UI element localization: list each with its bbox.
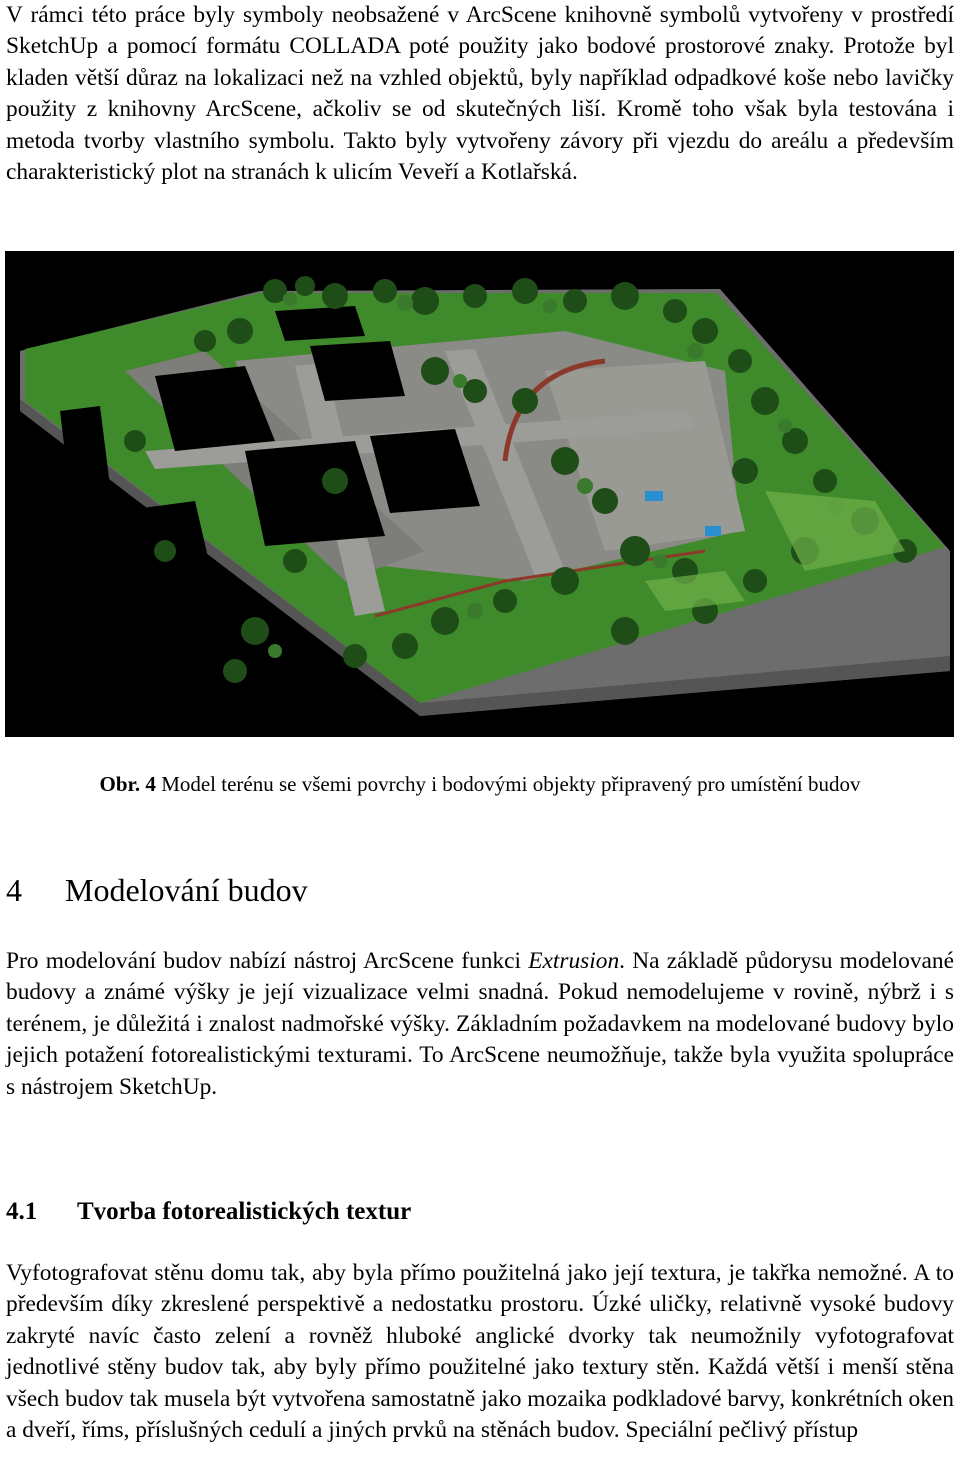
section-title: Modelování budov	[65, 872, 308, 908]
subsection-number: 4.1	[6, 1198, 38, 1225]
section-heading	[6, 870, 308, 910]
section-paragraph-part1: Pro modelování budov nabízí nástroj ArcScene funkci	[6, 948, 529, 974]
subsection-heading	[6, 1196, 411, 1228]
intro-paragraph: V rámci této práce byly symboly neobsažené v ArcScene knihovně symbolů vytvořeny v prostředí SketchUp a pomocí formátu COLLADA poté použity jako bodové prostorové znaky. Protože byl kladen větší důraz na lokalizaci než na vzhled objektů, byly například odpadkové koše nebo lavičky použity z knihovny ArcScene, ačkoliv se od skutečných liší. Kromě toho však byla testována i metoda tvorby vlastního symbolu. Takto byly vytvořeny závory při vjezdu do areálu a především charakteristický plot na stranách k ulicím Veveří a Kotlařská.	[6, 2, 954, 186]
extrusion-term: Extrusion	[528, 948, 620, 974]
terrain-model-figure	[5, 251, 954, 737]
section-number: 4	[6, 872, 22, 908]
subsection-paragraph: Vyfotografovat stěnu domu tak, aby byla přímo použitelná jako její textura, je takřka nemožné. A to především díky zkreslené perspektivě a nedostatku prostoru. Úzké uličky, relativně vysoké budovy zakryté navíc často zelení a rovněž hluboké anglické dvorky tak neumožnily vyfotografovat jednotlivé stěny budov tak, aby byly přímo použitelné jako textury stěn. Každá větší i menší stěna všech budov tak musela být vytvořena samostatně jako mozaika podkladové barvy, konkrétních oken a dveří, říms, příslušných cedulí a jiných prvků na stěnách budov. Speciální pečlivý přístup	[6, 1260, 954, 1444]
subsection-title: Tvorba fotorealistických textur	[77, 1198, 412, 1225]
figure-caption	[0, 770, 960, 798]
section-paragraph	[6, 946, 954, 1103]
figure-caption-text: Model terénu se všemi povrchy i bodovými objekty připravený pro umístění budov	[155, 772, 861, 796]
figure-caption-label: Obr. 4	[99, 772, 156, 796]
terrain-model-render	[5, 251, 954, 737]
section-paragraph-part2: . Na základě půdorysu modelované budovy a známé výšky je její vizualizace velmi snadná. Pokud nemodelujeme v rovině, nýbrž i s terénem, je důležitá i znalost nadmořské výšky. Základním požadavkem na modelované budovy bylo jejich potažení fotorealistickými texturami. To ArcScene neumožňuje, takže byla využita spolupráce s nástrojem SketchUp.	[6, 948, 955, 1100]
